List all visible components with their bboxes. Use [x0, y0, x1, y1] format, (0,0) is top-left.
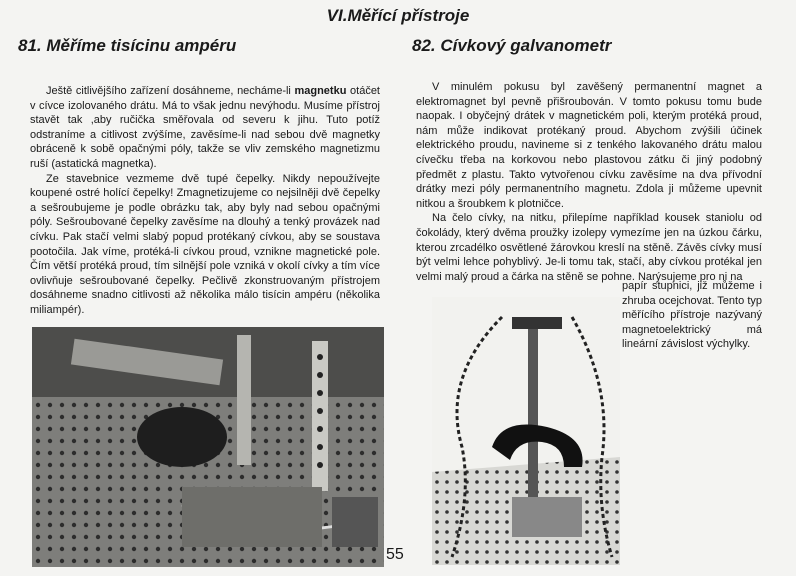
- section-81-paragraph-2: Ze stavebnice vezmeme dvě tupé čepelky. Nikdy nepoužívejte koupené ostré holící čepelky! Zmagnetizujeme co nejsilněji dvě čepelky a sešroubujeme je podle obrázku tak, aby byly nad sebou opačnými póly. Sešroubované čepelky zavěsíme na dlouhý a tenký provázek nad cívku. Pak stačí velmi slabý popud protékaný cívkou, aby se soustava pootočila. Jak víme, protéká-li cívkou proud, vznikne magnetické pole. Čím větší protéká proud, tím silnější pole vzniká v okolí cívky a tím více ovlivňuje sešroubované čepelky. Pečlivě zkonstruovaným přístrojem dosáhneme snadno citlivosti až několika málo tisícin ampéru (několika miliampér).: [30, 172, 380, 316]
- paragraph-text: Ještě citlivějšího zařízení dosáhneme, necháme-li: [46, 85, 295, 97]
- section-82-paragraph-2: Na čelo cívky, na nitku, přilepíme například kousek staniolu od čokolády, který dvěma proužky izolepy vymezíme jen na úzkou čárku, kterou zrcadélko osvětlené žárovkou kreslí na stěně. Závěs cívky musí být velmi lehce pohyblivý. Je-li tomu tak, stačí, aby cívkou protékal jen velmi malý proud a čárka na stěně se pohne. Narýsujeme pro ni na: [416, 212, 762, 283]
- section-82-paragraph-1: V minulém pokusu byl zavěšený permanentní magnet a elektromagnet byl pevně přišroubován. V tomto pokusu tomu bude naopak. I obyčejný drátek v magnetickém poli, kterým protéká proud, nám může indikovat protékaný proud. Abychom zvýšili účinek elektrického proudu, navineme si z tenkého lakovaného drátu malou cívečku třeba na korkovou nebo plastovou zátku či jiný podobný předmět z plastu. Takto vytvořenou cívku zavěsíme na dva přívodní drátky mezi póly permanentního magnetu. Zdola ji můžeme upevnit nitkou a šroubkem k plotničce.: [416, 81, 762, 210]
- chapter-title: VI.Měřící přístroje: [326, 6, 470, 25]
- photo-illustration: [32, 327, 384, 567]
- astatic-magnet-photo: [32, 327, 384, 567]
- page-number: 55: [386, 546, 404, 563]
- section-82-paragraph-3: papír stupnici, již můžeme i zhruba ocejchovat. Tento typ měřícího přístroje nazývaný magnetoelektrický má lineární závislost výchylky.: [622, 280, 762, 351]
- section-81-text: [30, 84, 380, 318]
- keyword-magnetku: magnetku: [294, 85, 347, 97]
- section-81-title: 81. Měříme tisícinu ampéru: [18, 36, 237, 55]
- paragraph-text: otáčet v cívce izolovaného drátu. Má to však jednu nevýhodu. Musíme přístroj stavět tak ,aby ručička směřovala od severu k jihu. Tuto potíž odstraníme a citlivost zvýšíme, zavěsíme-li nad sebou dvě magnetky obráceně k sobě opačnými póly, takže se vliv zemského magnetizmu ruší (astatická magnetka).: [30, 85, 380, 170]
- section-82-side-text: [622, 279, 762, 352]
- section-82-title: 82. Cívkový galvanometr: [412, 36, 612, 55]
- coil-galvanometer-photo: [432, 297, 620, 565]
- section-81-paragraph-1: [30, 84, 380, 172]
- section-82-text: [416, 80, 762, 284]
- photo-illustration: [432, 297, 620, 565]
